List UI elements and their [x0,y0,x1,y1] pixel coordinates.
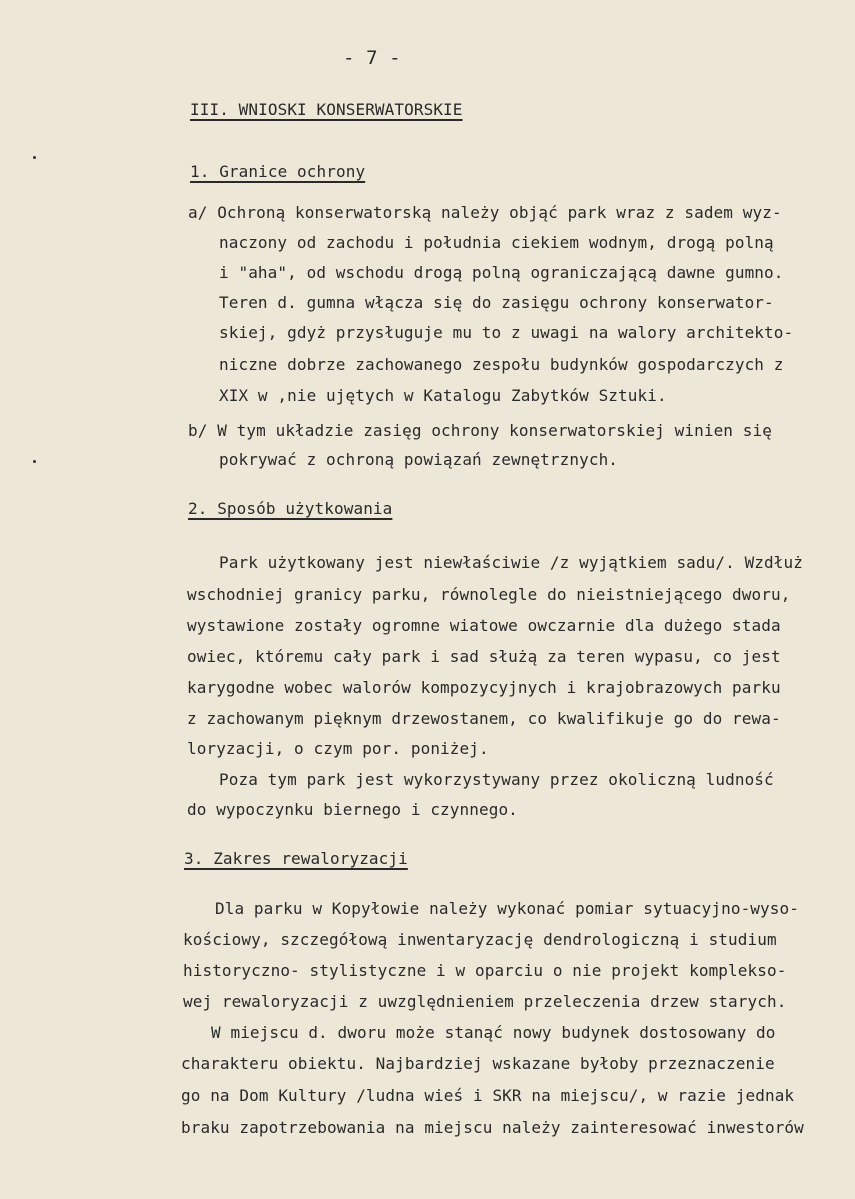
text-line: z zachowanym pięknym drzewostanem, co kwalifikuje go do rewa- [187,709,781,728]
text-line: b/ W tym układzie zasięg ochrony konserwatorskiej winien się [188,421,772,440]
text-line: wschodniej granicy parku, równolegle do nieistniejącego dworu, [187,585,791,604]
text-line: Dla parku w Kopyłowie należy wykonać pomiar sytuacyjno-wyso- [215,899,799,918]
section-heading-zakres-rewaloryzacji: 3. Zakres rewaloryzacji [184,849,408,868]
text-line: niczne dobrze zachowanego zespołu budynków gospodarczych z [219,355,784,374]
text-line: karygodne wobec walorów kompozycyjnych i krajobrazowych parku [187,678,781,697]
margin-mark [33,156,36,159]
text-line: naczony od zachodu i południa ciekiem wodnym, drogą polną [219,233,774,252]
text-line: kościowy, szczegółową inwentaryzację dendrologiczną i studium [183,930,777,949]
section-heading-sposob-uzytkowania: 2. Sposób użytkowania [188,499,393,518]
text-line: Park użytkowany jest niewłaściwie /z wyjątkiem sadu/. Wzdłuż [219,553,803,572]
text-line: pokrywać z ochroną powiązań zewnętrznych. [219,450,619,469]
text-line: wej rewaloryzacji z uwzględnieniem przeleczenia drzew starych. [183,992,787,1011]
section-heading-granice-ochrony: 1. Granice ochrony [190,162,366,181]
text-line: i "aha", od wschodu drogą polną ograniczającą dawne gumno. [219,263,784,282]
text-line: braku zapotrzebowania na miejscu należy zainteresować inwestorów [181,1118,804,1137]
text-line: loryzacji, o czym por. poniżej. [187,739,489,758]
text-line: skiej, gdyż przysługuje mu to z uwagi na walory architekto- [219,323,794,342]
text-line: a/ Ochroną konserwatorską należy objąć park wraz z sadem wyz- [188,203,782,222]
text-line: wystawione zostały ogromne wiatowe owczarnie dla dużego stada [187,616,781,635]
text-line: go na Dom Kultury /ludna wieś i SKR na miejscu/, w razie jednak [181,1086,795,1105]
text-line: charakteru obiektu. Najbardziej wskazane byłoby przeznaczenie [181,1054,775,1073]
text-line: Teren d. gumna włącza się do zasięgu ochrony konserwator- [219,293,774,312]
text-line: XIX w ,nie ujętych w Katalogu Zabytków Sztuki. [219,386,667,405]
text-line: do wypoczynku biernego i czynnego. [187,800,518,819]
page-number: - 7 - [343,47,401,69]
text-line: historyczno- stylistyczne i w oparciu o nie projekt kompleksо- [183,961,787,980]
text-line: W miejscu d. dworu może stanąć nowy budynek dostosowany do [211,1023,776,1042]
text-line: owiec, któremu cały park i sad służą za teren wypasu, co jest [187,647,781,666]
text-line: Poza tym park jest wykorzystywany przez okoliczną ludność [219,770,774,789]
margin-mark [33,460,36,463]
chapter-heading: III. WNIOSKI KONSERWATORSKIE [190,100,463,119]
